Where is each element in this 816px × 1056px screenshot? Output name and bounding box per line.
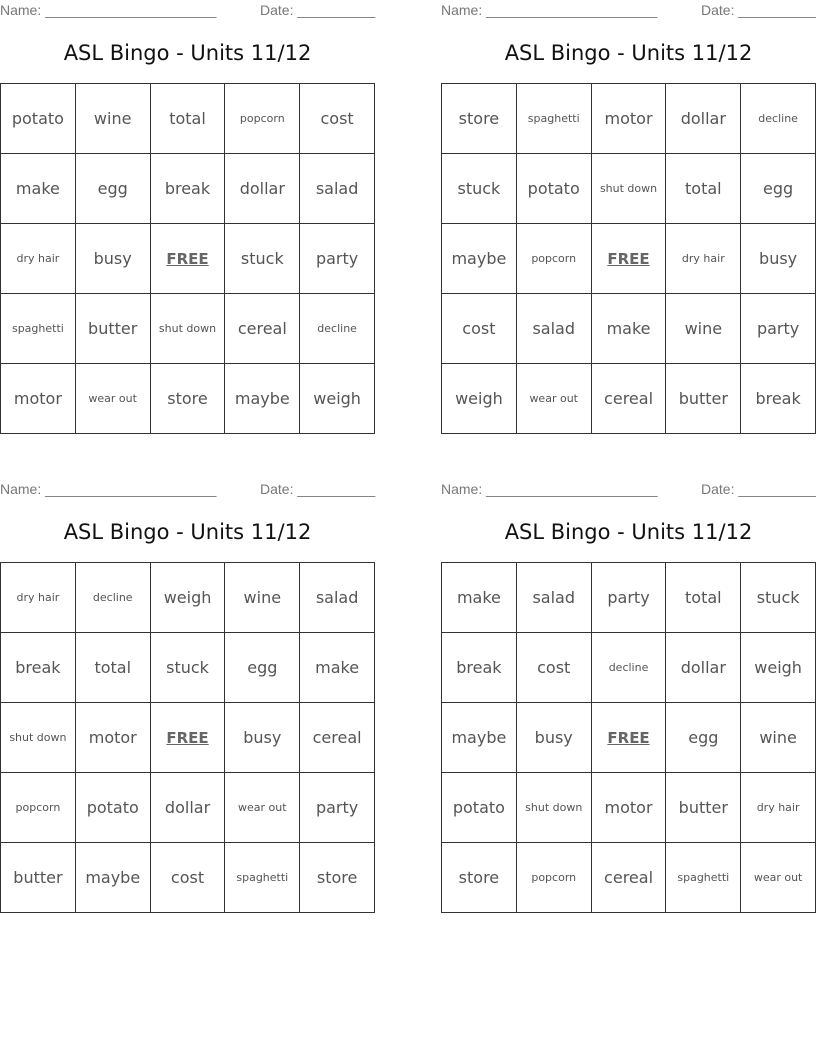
bingo-cell: butter bbox=[75, 294, 150, 364]
bingo-cell: party bbox=[741, 294, 816, 364]
date-line: Date: __________ bbox=[260, 481, 376, 497]
bingo-grid bbox=[441, 83, 816, 434]
card-title: ASL Bingo - Units 11/12 bbox=[504, 520, 753, 544]
bingo-cell: store bbox=[150, 364, 225, 434]
bingo-cell: total bbox=[75, 633, 150, 703]
bingo-row bbox=[1, 84, 375, 154]
bingo-row bbox=[1, 364, 375, 434]
card-header bbox=[0, 2, 375, 20]
bingo-cell: spaghetti bbox=[225, 843, 300, 913]
bingo-cell: butter bbox=[666, 364, 741, 434]
bingo-cell: dry hair bbox=[1, 563, 76, 633]
free-space: FREE bbox=[591, 224, 666, 294]
bingo-grid bbox=[0, 83, 375, 434]
bingo-cell: shut down bbox=[591, 154, 666, 224]
bingo-cell: weigh bbox=[741, 633, 816, 703]
date-line: Date: __________ bbox=[701, 2, 816, 18]
bingo-cell: maybe bbox=[442, 703, 517, 773]
free-space: FREE bbox=[591, 703, 666, 773]
bingo-row bbox=[1, 633, 375, 703]
bingo-cell: cost bbox=[150, 843, 225, 913]
bingo-cell: decline bbox=[591, 633, 666, 703]
date-line: Date: __________ bbox=[701, 481, 816, 497]
bingo-cell: egg bbox=[75, 154, 150, 224]
bingo-row bbox=[1, 843, 375, 913]
bingo-cell: cereal bbox=[225, 294, 300, 364]
bingo-cell: decline bbox=[300, 294, 375, 364]
bingo-cell: cost bbox=[300, 84, 375, 154]
bingo-cell: salad bbox=[516, 563, 591, 633]
bingo-cell: popcorn bbox=[516, 843, 591, 913]
bingo-cell: wine bbox=[75, 84, 150, 154]
bingo-cell: popcorn bbox=[1, 773, 76, 843]
bingo-row bbox=[442, 633, 816, 703]
bingo-cell: egg bbox=[225, 633, 300, 703]
bingo-cell: cereal bbox=[591, 364, 666, 434]
bingo-cell: make bbox=[300, 633, 375, 703]
bingo-cell: potato bbox=[75, 773, 150, 843]
bingo-grid bbox=[0, 562, 375, 913]
name-line: Name: ______________________ bbox=[441, 2, 658, 18]
bingo-cell: stuck bbox=[225, 224, 300, 294]
bingo-cell: cost bbox=[442, 294, 517, 364]
bingo-row bbox=[1, 154, 375, 224]
bingo-cell: wear out bbox=[741, 843, 816, 913]
bingo-cell: weigh bbox=[442, 364, 517, 434]
bingo-cell: store bbox=[442, 84, 517, 154]
bingo-cell: make bbox=[442, 563, 517, 633]
bingo-cell: wine bbox=[666, 294, 741, 364]
name-line: Name: ______________________ bbox=[0, 2, 217, 18]
bingo-cell: dollar bbox=[225, 154, 300, 224]
card-header bbox=[0, 481, 375, 499]
bingo-cell: salad bbox=[516, 294, 591, 364]
bingo-cell: maybe bbox=[75, 843, 150, 913]
bingo-cell: decline bbox=[741, 84, 816, 154]
bingo-cell: weigh bbox=[150, 563, 225, 633]
bingo-row bbox=[442, 84, 816, 154]
bingo-cell: salad bbox=[300, 154, 375, 224]
bingo-cell: popcorn bbox=[516, 224, 591, 294]
bingo-card-3 bbox=[0, 479, 375, 913]
bingo-cell: party bbox=[300, 224, 375, 294]
bingo-cell: spaghetti bbox=[516, 84, 591, 154]
bingo-cell: cereal bbox=[591, 843, 666, 913]
bingo-cell: potato bbox=[516, 154, 591, 224]
bingo-cell: dollar bbox=[666, 633, 741, 703]
bingo-cell: wear out bbox=[75, 364, 150, 434]
bingo-cell: cereal bbox=[300, 703, 375, 773]
bingo-cell: decline bbox=[75, 563, 150, 633]
bingo-cell: break bbox=[741, 364, 816, 434]
bingo-cell: break bbox=[150, 154, 225, 224]
bingo-cell: stuck bbox=[442, 154, 517, 224]
bingo-cell: maybe bbox=[442, 224, 517, 294]
bingo-row bbox=[442, 294, 816, 364]
card-header bbox=[441, 2, 816, 20]
bingo-cell: busy bbox=[225, 703, 300, 773]
bingo-cell: wine bbox=[225, 563, 300, 633]
bingo-cell: total bbox=[666, 563, 741, 633]
bingo-cell: shut down bbox=[516, 773, 591, 843]
bingo-cell: spaghetti bbox=[1, 294, 76, 364]
bingo-cell: dry hair bbox=[741, 773, 816, 843]
bingo-row bbox=[442, 154, 816, 224]
bingo-cell: butter bbox=[1, 843, 76, 913]
bingo-cell: stuck bbox=[741, 563, 816, 633]
bingo-row bbox=[1, 224, 375, 294]
name-line: Name: ______________________ bbox=[441, 481, 658, 497]
bingo-row bbox=[442, 773, 816, 843]
bingo-row bbox=[442, 224, 816, 294]
bingo-cell: wear out bbox=[225, 773, 300, 843]
bingo-card-1 bbox=[0, 0, 375, 434]
bingo-cell: busy bbox=[516, 703, 591, 773]
bingo-cell: party bbox=[300, 773, 375, 843]
bingo-cell: weigh bbox=[300, 364, 375, 434]
name-line: Name: ______________________ bbox=[0, 481, 217, 497]
bingo-row bbox=[442, 843, 816, 913]
bingo-cell: busy bbox=[75, 224, 150, 294]
card-header bbox=[441, 481, 816, 499]
bingo-cell: potato bbox=[442, 773, 517, 843]
bingo-row bbox=[1, 703, 375, 773]
bingo-cell: dollar bbox=[150, 773, 225, 843]
bingo-cell: store bbox=[442, 843, 517, 913]
bingo-grid bbox=[441, 562, 816, 913]
bingo-cell: dry hair bbox=[666, 224, 741, 294]
bingo-cell: butter bbox=[666, 773, 741, 843]
bingo-row bbox=[1, 294, 375, 364]
card-title: ASL Bingo - Units 11/12 bbox=[504, 41, 753, 65]
bingo-row bbox=[1, 773, 375, 843]
bingo-cell: egg bbox=[666, 703, 741, 773]
bingo-cell: stuck bbox=[150, 633, 225, 703]
bingo-row bbox=[442, 703, 816, 773]
bingo-card-4 bbox=[441, 479, 816, 913]
date-line: Date: __________ bbox=[260, 2, 376, 18]
bingo-cell: break bbox=[1, 633, 76, 703]
bingo-cell: potato bbox=[1, 84, 76, 154]
bingo-cell: spaghetti bbox=[666, 843, 741, 913]
bingo-cell: motor bbox=[591, 773, 666, 843]
bingo-cell: busy bbox=[741, 224, 816, 294]
bingo-cell: salad bbox=[300, 563, 375, 633]
bingo-cell: popcorn bbox=[225, 84, 300, 154]
bingo-cell: motor bbox=[591, 84, 666, 154]
card-title: ASL Bingo - Units 11/12 bbox=[63, 41, 312, 65]
bingo-card-2 bbox=[441, 0, 816, 434]
bingo-row bbox=[442, 364, 816, 434]
bingo-cell: make bbox=[1, 154, 76, 224]
bingo-row bbox=[442, 563, 816, 633]
bingo-cell: wear out bbox=[516, 364, 591, 434]
bingo-cell: motor bbox=[75, 703, 150, 773]
bingo-cell: egg bbox=[741, 154, 816, 224]
bingo-row bbox=[1, 563, 375, 633]
bingo-cell: maybe bbox=[225, 364, 300, 434]
bingo-cell: motor bbox=[1, 364, 76, 434]
bingo-cell: break bbox=[442, 633, 517, 703]
bingo-cell: total bbox=[150, 84, 225, 154]
bingo-cell: shut down bbox=[1, 703, 76, 773]
bingo-cell: shut down bbox=[150, 294, 225, 364]
bingo-cell: dollar bbox=[666, 84, 741, 154]
bingo-cell: cost bbox=[516, 633, 591, 703]
bingo-cell: party bbox=[591, 563, 666, 633]
bingo-cell: store bbox=[300, 843, 375, 913]
free-space: FREE bbox=[150, 224, 225, 294]
card-title: ASL Bingo - Units 11/12 bbox=[63, 520, 312, 544]
bingo-cell: total bbox=[666, 154, 741, 224]
bingo-cell: dry hair bbox=[1, 224, 76, 294]
bingo-cell: wine bbox=[741, 703, 816, 773]
free-space: FREE bbox=[150, 703, 225, 773]
bingo-cell: make bbox=[591, 294, 666, 364]
